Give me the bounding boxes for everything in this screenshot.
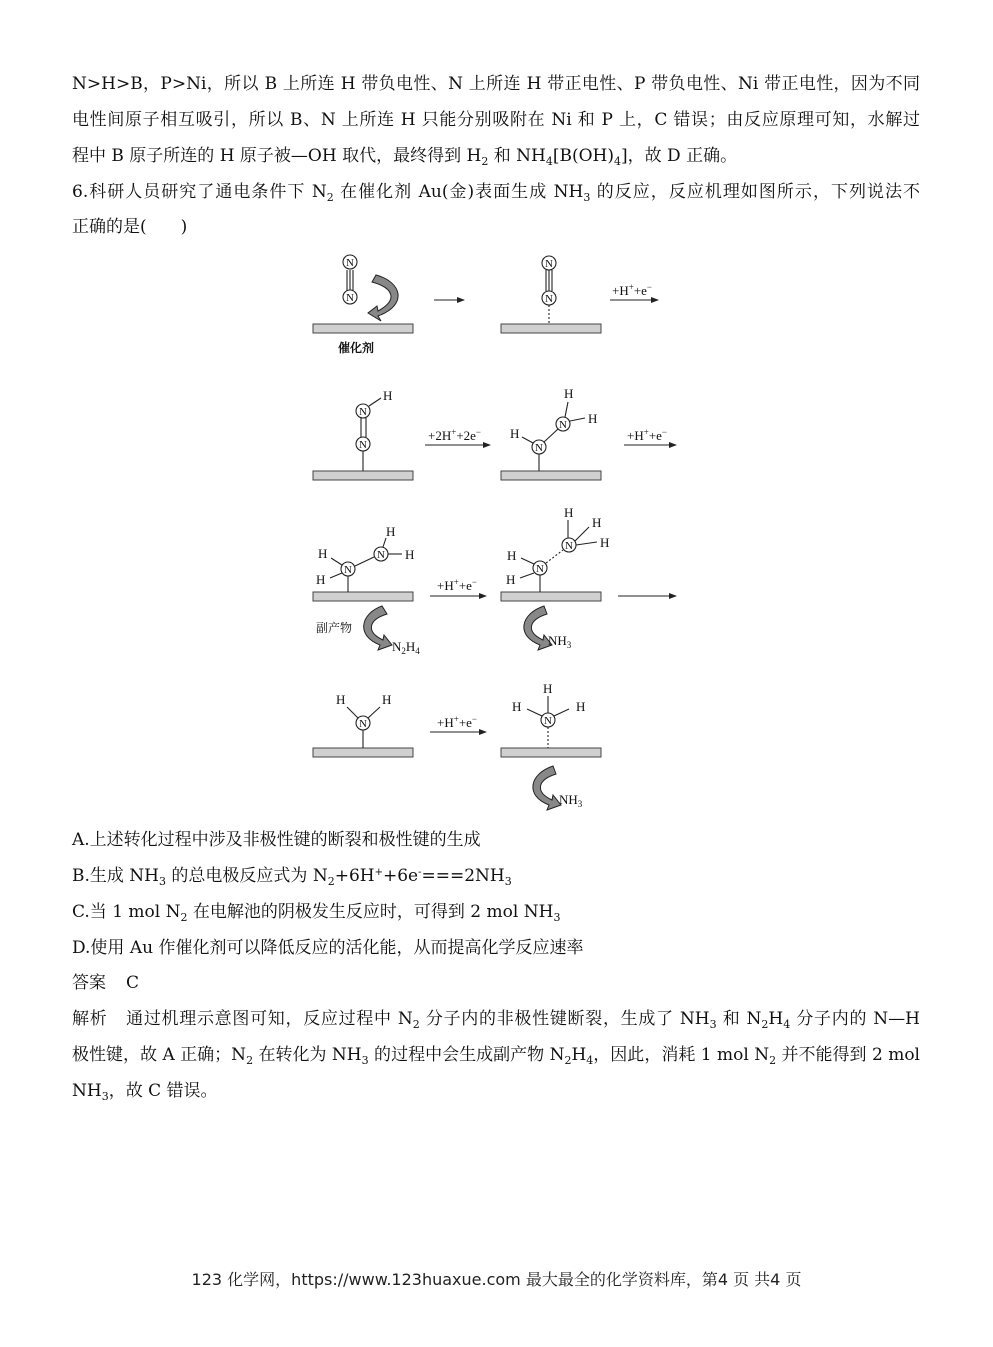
svg-text:H: H bbox=[600, 535, 610, 550]
svg-text:H: H bbox=[510, 426, 520, 441]
analysis-line: 解析 通过机理示意图可知，反应过程中 $N_2$ 分子内的非极性键断裂，生成了 $NH_3$ 和 $N_2H_4$ 分子内的 N—H bbox=[72, 1009, 920, 1031]
option-c: C.当 1 mol $N_2$ 在电解池的阴极发生反应时，可得到 2 mol $NH_3$ bbox=[72, 902, 561, 924]
svg-text:H: H bbox=[383, 388, 393, 403]
catalyst-surface bbox=[501, 748, 601, 757]
svg-text:N: N bbox=[559, 419, 567, 431]
svg-text:N: N bbox=[359, 406, 367, 418]
svg-text:N: N bbox=[544, 715, 552, 727]
svg-text:H: H bbox=[564, 505, 574, 520]
row1-state2 bbox=[501, 256, 601, 333]
nh3-product: $NH_3$ bbox=[548, 633, 572, 650]
row2-state2 bbox=[501, 386, 601, 480]
option-d: D.使用 Au 作催化剂可以降低反应的活化能，从而提高化学反应速率 bbox=[72, 938, 584, 958]
step-label: +H++e− bbox=[437, 577, 477, 593]
curved-arrow-icon bbox=[364, 606, 392, 650]
step-label: +H++e− bbox=[627, 427, 667, 443]
row4-state1 bbox=[313, 692, 413, 757]
catalyst-label: 催化剂 bbox=[338, 341, 375, 355]
option-a: A.上述转化过程中涉及非极性键的断裂和极性键的生成 bbox=[72, 830, 481, 850]
answer-label: 答案 bbox=[72, 973, 106, 993]
svg-text:H: H bbox=[512, 699, 522, 714]
n2h4-product: $N_2H_4$ bbox=[392, 639, 420, 656]
svg-text:H: H bbox=[506, 572, 516, 587]
svg-text:H: H bbox=[405, 547, 415, 562]
svg-text:N: N bbox=[535, 442, 543, 454]
svg-text:N: N bbox=[536, 563, 544, 575]
svg-text:N: N bbox=[344, 564, 352, 576]
svg-text:H: H bbox=[336, 692, 346, 707]
svg-text:N: N bbox=[377, 549, 385, 561]
svg-text:H: H bbox=[318, 546, 328, 561]
svg-text:H: H bbox=[576, 699, 586, 714]
svg-text:H: H bbox=[386, 524, 396, 539]
row4-state2 bbox=[501, 681, 601, 810]
svg-text:H: H bbox=[543, 681, 553, 696]
text-line: 程中 B 原子所连的 H 原子被—OH 取代，最终得到 $H_2$ 和 $NH_4[B(OH)_4]$，故 D 正确。 bbox=[72, 146, 738, 168]
svg-text:H: H bbox=[592, 515, 602, 530]
row2-state1 bbox=[313, 388, 413, 480]
curved-arrow-icon bbox=[368, 275, 398, 321]
page-footer: 123 化学网，https://www.123huaxue.com 最大最全的化学资料库，第4 页 共4 页 bbox=[191, 1270, 802, 1289]
svg-text:N: N bbox=[346, 257, 354, 269]
catalyst-surface bbox=[501, 324, 601, 333]
analysis-label: 解析 bbox=[72, 1009, 108, 1029]
question-stem: 6.科研人员研究了通电条件下 $N_2$ 在催化剂 Au(金)表面生成 $NH_3$ 的反应，反应机理如图所示，下列说法不 bbox=[72, 182, 921, 204]
catalyst-surface bbox=[313, 592, 413, 601]
svg-text:N: N bbox=[545, 293, 553, 305]
answer-value: C bbox=[126, 973, 140, 993]
svg-text:H: H bbox=[382, 692, 392, 707]
step-label: +H++e− bbox=[437, 714, 477, 730]
svg-text:N: N bbox=[359, 718, 367, 730]
row3-state2 bbox=[501, 505, 609, 650]
svg-text:H: H bbox=[507, 548, 517, 563]
curved-arrow-icon bbox=[533, 766, 561, 810]
svg-text:H: H bbox=[316, 572, 326, 587]
svg-text:N: N bbox=[359, 439, 367, 451]
byproduct-label: 副产物 bbox=[316, 621, 353, 635]
nh3-product: $NH_3$ bbox=[559, 792, 583, 809]
svg-text:H: H bbox=[588, 411, 598, 426]
svg-text:N: N bbox=[346, 292, 354, 304]
answer bbox=[72, 972, 139, 994]
analysis-line: 极性键，故 A 正确；$N_2$ 在转化为 $NH_3$ 的过程中会生成副产物 $N_2H_4$，因此，消耗 1 mol $N_2$ 并不能得到 2 mol bbox=[72, 1045, 920, 1067]
svg-text:H: H bbox=[564, 386, 574, 401]
catalyst-surface bbox=[313, 324, 413, 333]
catalyst-surface bbox=[501, 471, 601, 480]
step-label: +2H++2e− bbox=[428, 427, 481, 443]
svg-text:N: N bbox=[565, 540, 573, 552]
text-line: N>H>B，P>Ni，所以 B 上所连 H 带负电性、N 上所连 H 带正电性、P 带负电性、Ni 带正电性，因为不同 bbox=[72, 74, 920, 94]
catalyst-surface bbox=[313, 748, 413, 757]
catalyst-surface bbox=[501, 592, 601, 601]
analysis-line: $NH_3$，故 C 错误。 bbox=[72, 1081, 218, 1103]
svg-text:N: N bbox=[545, 258, 553, 270]
catalyst-surface bbox=[313, 471, 413, 480]
question-stem: 正确的是( ) bbox=[72, 217, 188, 237]
option-b: B.生成 $NH_3$ 的总电极反应式为 $N_2+6H^++6e^-===2NH_3$ bbox=[72, 866, 512, 888]
row1-state1 bbox=[313, 255, 413, 355]
text-line: 电性间原子相互吸引，所以 B、N 上所连 H 只能分别吸附在 Ni 和 P 上，C 错误；由反应原理可知，水解过 bbox=[72, 110, 920, 130]
step-label: +H++e− bbox=[612, 282, 652, 298]
row3-state1 bbox=[313, 524, 420, 656]
